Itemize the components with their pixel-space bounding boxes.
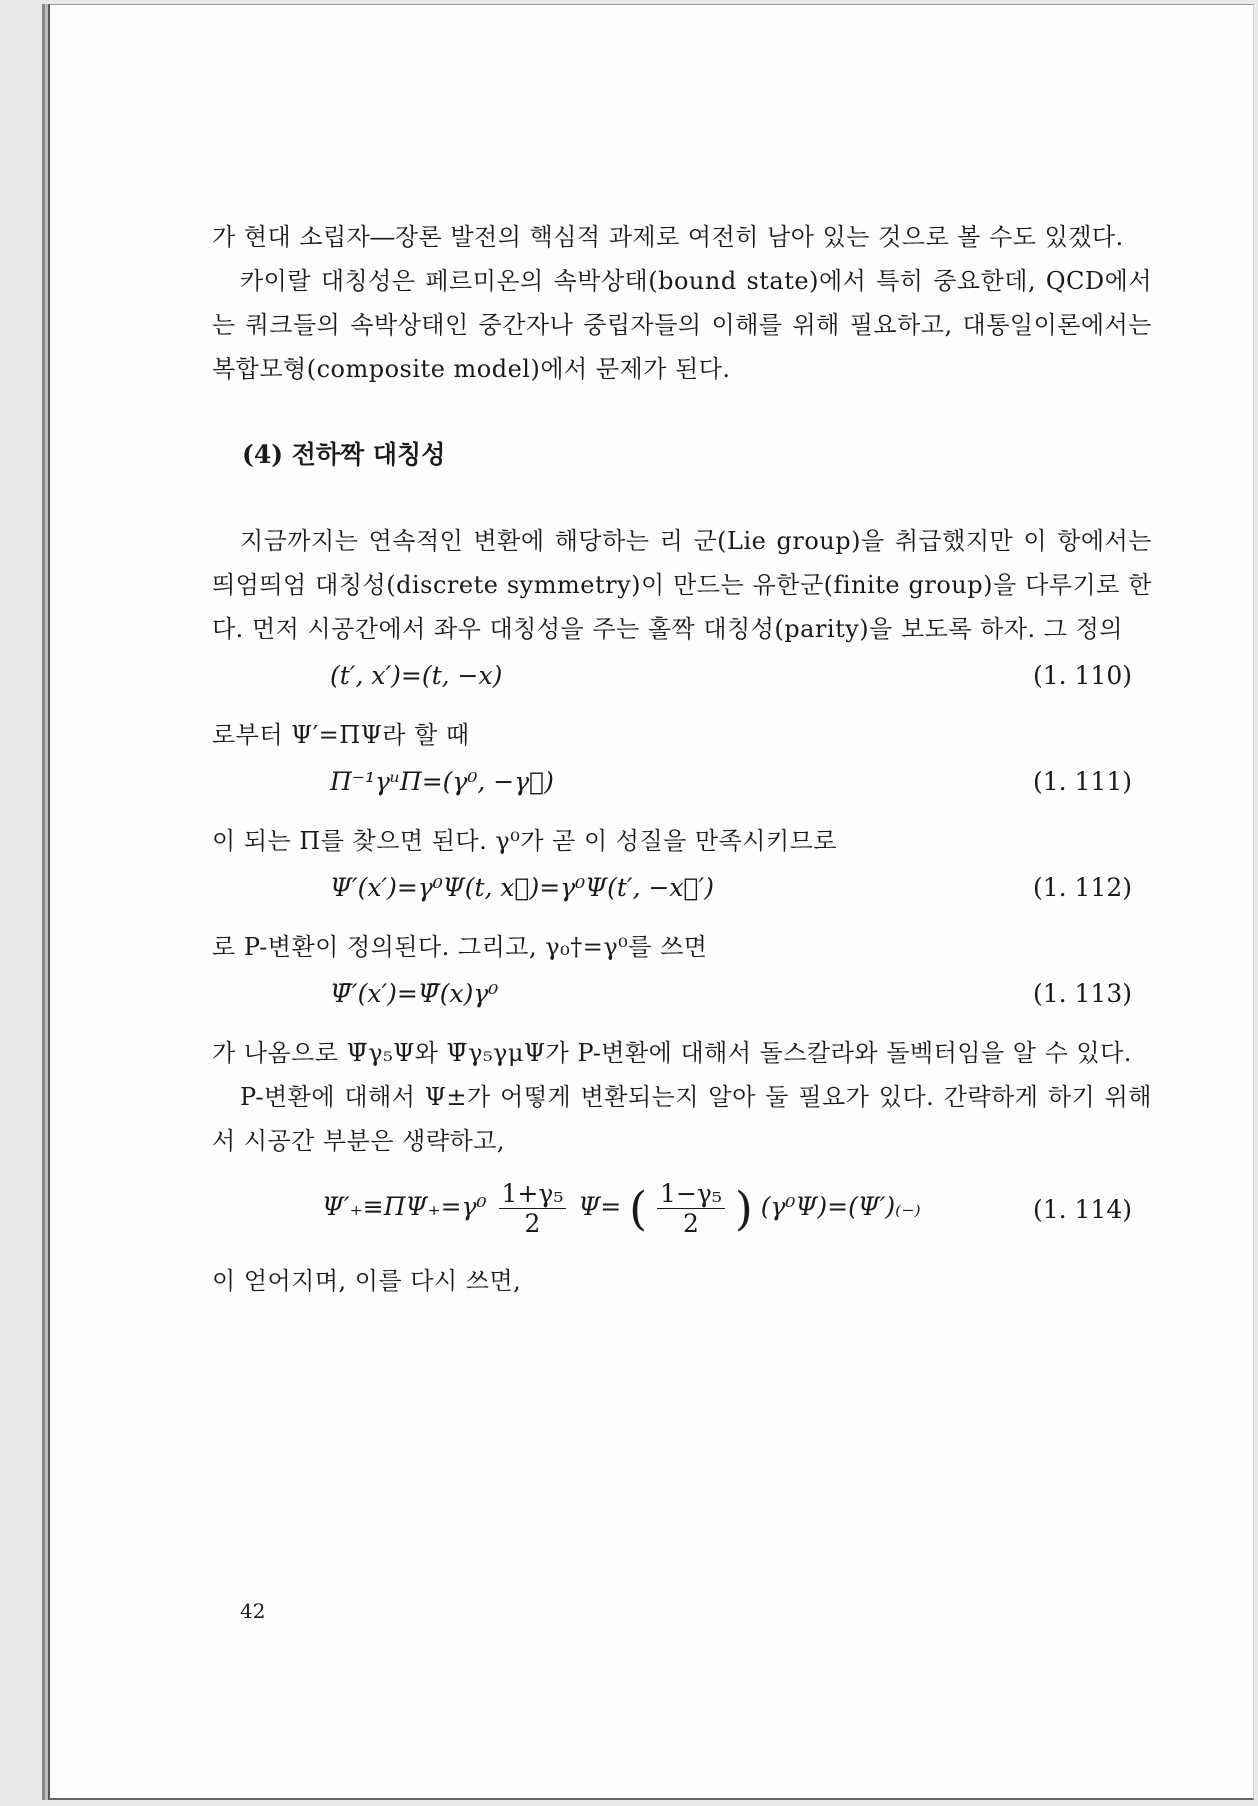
fraction-denominator: 2 (683, 1209, 699, 1238)
equation-1-112 (212, 863, 1152, 925)
section-title: (4) 전하짝 대칭성 (242, 440, 446, 469)
fraction-numerator: 1−γ₅ (657, 1179, 725, 1209)
paragraph-text: 로 P-변환이 정의된다. 그리고, γ₀†=γ⁰를 쓰면 (212, 933, 708, 961)
equation-1-114 (212, 1163, 1152, 1259)
equation-number: (1. 111) (1032, 767, 1132, 796)
equation-lhs: Ψ′₊≡ΠΨ₊=γ⁰ (322, 1192, 487, 1221)
equation-number: (1. 113) (1032, 979, 1132, 1008)
page-number: 42 (240, 1599, 266, 1623)
book-page (48, 4, 1254, 1800)
paragraph-discrete-symmetry: 지금까지는 연속적인 변환에 해당하는 리 군(Lie group)을 취급했지만 이 항에서는 띄엄띄엄 대칭성(discrete symmetry)이 만드는 유한군(finite group)을 다루기로 한다. 먼저 시공간에서 좌우 대칭성을 주는 홀짝 대칭성(parity)을 보도록 하자. 그 정의 (212, 527, 1152, 643)
paragraph-continuation: 가 현대 소립자―장론 발전의 핵심적 과제로 여전히 남아 있는 것으로 볼 수도 있겠다. (212, 223, 1124, 251)
equation-body: Ψ̄′(x′)=Ψ̄(x)γ⁰ (330, 979, 499, 1008)
fraction-denominator: 2 (524, 1209, 541, 1238)
equation-body (322, 1179, 921, 1238)
equation-1-113 (212, 969, 1152, 1031)
equation-1-111 (212, 757, 1152, 819)
equation-middle: Ψ= (578, 1192, 622, 1221)
fraction-numerator: 1+γ₅ (499, 1179, 567, 1209)
right-paren: ) (734, 1181, 753, 1236)
paragraph-chiral-symmetry: 카이랄 대칭성은 페르미온의 속박상태(bound state)에서 특히 중요한데, QCD에서는 쿼크들의 속박상태인 중간자나 중립자들의 이해를 위해 필요하고, 대통일이론에서는 복합모형(composite model)에서 문제가 된다. (212, 267, 1152, 383)
equation-body: (t′, x′)=(t, −x) (330, 661, 503, 690)
equation-1-110 (212, 651, 1152, 713)
equation-body: Ψ′(x′)=γ⁰Ψ(t, x⃗)=γ⁰Ψ(t′, −x⃗′) (330, 873, 714, 902)
equation-body: Π⁻¹γᵘΠ=(γ⁰, −γ⃗) (330, 767, 554, 796)
paragraph-text: 이 얻어지며, 이를 다시 쓰면, (212, 1267, 522, 1295)
fraction (657, 1179, 725, 1238)
paragraph-text: 이 되는 Π를 찾으면 된다. γ⁰가 곧 이 성질을 만족시키므로 (212, 827, 838, 855)
equation-number: (1. 110) (1032, 661, 1132, 690)
left-paren: ( (629, 1181, 648, 1236)
paragraph-text: 가 나옴으로 Ψ̄γ₅Ψ와 Ψ̄γ₅γμΨ가 P-변환에 대해서 돌스칼라와 돌벡터임을 알 수 있다. (212, 1039, 1132, 1067)
paragraph-text: 로부터 Ψ′=ΠΨ라 할 때 (212, 721, 470, 749)
equation-number: (1. 112) (1032, 873, 1132, 902)
equation-rhs: (γ⁰Ψ)=(Ψ′)₍₋₎ (760, 1192, 921, 1221)
fraction (499, 1179, 567, 1238)
page-content (212, 215, 1152, 1303)
paragraph-text: P-변환에 대해서 Ψ±가 어떻게 변환되는지 알아 둘 필요가 있다. 간략하게 하기 위해서 시공간 부분은 생략하고, (212, 1083, 1152, 1155)
equation-number: (1. 114) (1032, 1195, 1132, 1224)
